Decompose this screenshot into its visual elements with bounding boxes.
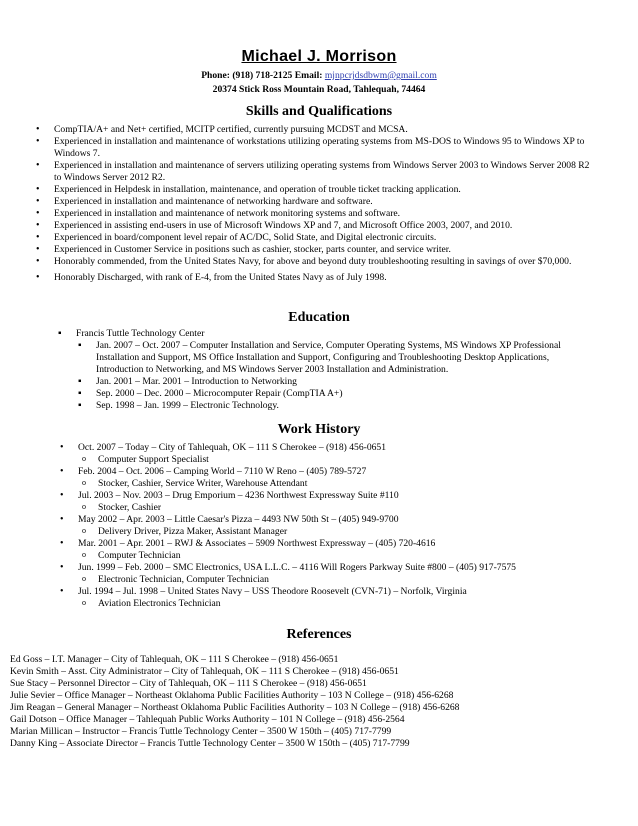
- course-item: ▪ Sep. 1998 – Jan. 1999 – Electronic Technology.: [76, 400, 596, 412]
- job-line: May 2002 – Apr. 2003 – Little Caesar's Pizza – 4493 NW 50th St – (405) 949-9700: [78, 514, 399, 525]
- job-title: o Stocker, Cashier, Service Writer, Warehouse Attendant: [78, 478, 628, 490]
- job-item: [58, 562, 628, 586]
- job-title: o Stocker, Cashier: [78, 502, 628, 514]
- skills-list: [34, 124, 594, 284]
- job-item: [58, 442, 628, 466]
- education-list: [56, 328, 596, 412]
- skill-item: • Experienced in installation and maintenance of servers utilizing operating systems from Windows Server 2003 to Windows Server 2008 R2 to Windows Server 2012 R2.: [34, 160, 594, 184]
- skill-item: • Honorably Discharged, with rank of E-4, from the United States Navy as of July 1998.: [34, 272, 594, 284]
- skill-item: • Experienced in Customer Service in positions such as cashier, stocker, parts counter, and service writer.: [34, 244, 594, 256]
- reference-item: Ed Goss – I.T. Manager – City of Tahlequah, OK – 111 S Cherokee – (918) 456-0651: [10, 654, 339, 665]
- skill-item: • Honorably commended, from the United States Navy, for above and beyond duty troubleshooting resulting in savings of over $70,000.: [34, 256, 594, 268]
- skill-item: • CompTIA/A+ and Net+ certified, MCITP certified, currently pursuing MCDST and MCSA.: [34, 124, 594, 136]
- reference-item: Gail Dotson – Office Manager – Tahlequah Public Works Authority – 101 N College – (918) 456-2564: [10, 714, 405, 725]
- education-school: [56, 328, 596, 412]
- skill-item: • Experienced in Helpdesk in installation, maintenance, and operation of trouble ticket tracking application.: [34, 184, 594, 196]
- reference-item: Danny King – Associate Director – Francis Tuttle Technology Center – 3500 W 150th – (405) 717-7799: [10, 738, 410, 749]
- job-line: Jun. 1999 – Feb. 2000 – SMC Electronics, USA L.L.C. – 4116 Will Rogers Parkway Suite #800 – (405) 917-7575: [78, 562, 516, 573]
- job-item: [58, 538, 628, 562]
- skill-item: • Experienced in installation and maintenance of workstations utilizing operating systems from MS-DOS to Windows 95 to Windows XP to Windows 7.: [34, 136, 594, 160]
- course-list: [76, 340, 596, 412]
- job-title: o Electronic Technician, Computer Technician: [78, 574, 628, 586]
- reference-item: Marian Millican – Instructor – Francis Tuttle Technology Center – 3500 W 150th – (405) 717-7799: [10, 726, 392, 737]
- course-item: ▪ Sep. 2000 – Dec. 2000 – Microcomputer Repair (CompTIA A+): [76, 388, 596, 400]
- job-title: o Aviation Electronics Technician: [78, 598, 628, 610]
- candidate-name: Michael J. Morrison: [241, 48, 397, 65]
- job-line: Jul. 1994 – Jul. 1998 – United States Navy – USS Theodore Roosevelt (CVN-71) – Norfolk, Virginia: [78, 586, 467, 597]
- skills-heading: Skills and Qualifications: [245, 104, 393, 119]
- job-title: o Computer Support Specialist: [78, 454, 628, 466]
- job-title: o Delivery Driver, Pizza Maker, Assistant Manager: [78, 526, 628, 538]
- reference-item: Sue Stacy – Personnel Director – City of Tahlequah, OK – 111 S Cherokee – (918) 456-0651: [10, 678, 367, 689]
- job-line: Jul. 2003 – Nov. 2003 – Drug Emporium – 4236 Northwest Expressway Suite #110: [78, 490, 399, 501]
- skill-item: • Experienced in assisting end-users in use of Microsoft Windows XP and 7, and Microsoft Office 2003, 2007, and 2010.: [34, 220, 594, 232]
- references-list: [10, 654, 620, 750]
- job-item: [58, 466, 628, 490]
- job-line: Oct. 2007 – Today – City of Tahlequah, OK – 111 S Cherokee – (918) 456-0651: [78, 442, 387, 453]
- school-name: Francis Tuttle Technology Center: [76, 328, 205, 339]
- course-item: ▪ Jan. 2001 – Mar. 2001 – Introduction to Networking: [76, 376, 596, 388]
- course-item: ▪ Jan. 2007 – Oct. 2007 – Computer Installation and Service, Computer Operating Systems, MS Windows XP Professional Installation and Support, MS Office Installation and Support, Configuring and Troubleshooting Desktop Applications, Introduction to Networking, and MS Windows Server 2003 Installation and Administration.: [76, 340, 596, 376]
- skill-item: • Experienced in board/component level repair of AC/DC, Solid State, and Digital electronic circuits.: [34, 232, 594, 244]
- job-title: o Computer Technician: [78, 550, 628, 562]
- references-heading: References: [286, 627, 352, 642]
- job-item: [58, 490, 628, 514]
- reference-item: Julie Sevier – Office Manager – Northeast Oklahoma Public Facilities Authority – 103 N College – (918) 456-6268: [10, 690, 454, 701]
- skill-item: • Experienced in installation and maintenance of network monitoring systems and software.: [34, 208, 594, 220]
- contact-line: [0, 70, 638, 81]
- job-line: Mar. 2001 – Apr. 2001 – RWJ & Associates – 5909 Northwest Expressway – (405) 720-4616: [78, 538, 436, 549]
- work-history-heading: Work History: [277, 422, 361, 437]
- job-item: [58, 586, 628, 610]
- address-line: 20374 Stick Ross Mountain Road, Tahlequah, 74464: [212, 84, 426, 95]
- work-history-list: [58, 442, 628, 610]
- education-heading: Education: [288, 310, 350, 325]
- reference-item: Jim Reagan – General Manager – Northeast Oklahoma Public Facilities Authority – 103 N College – (918) 456-6268: [10, 702, 460, 713]
- job-item: [58, 514, 628, 538]
- skill-item: • Experienced in installation and maintenance of networking hardware and software.: [34, 196, 594, 208]
- email-link[interactable]: mjnpcrjdsdbwm@gmail.com: [324, 70, 437, 81]
- phone-label: Phone: (918) 718-2125 Email:: [201, 70, 323, 81]
- reference-item: Kevin Smith – Asst. City Administrator – City of Tahlequah, OK – 111 S Cherokee – (918) 456-0651: [10, 666, 399, 677]
- job-line: Feb. 2004 – Oct. 2006 – Camping World – 7110 W Reno – (405) 789-5727: [78, 466, 367, 477]
